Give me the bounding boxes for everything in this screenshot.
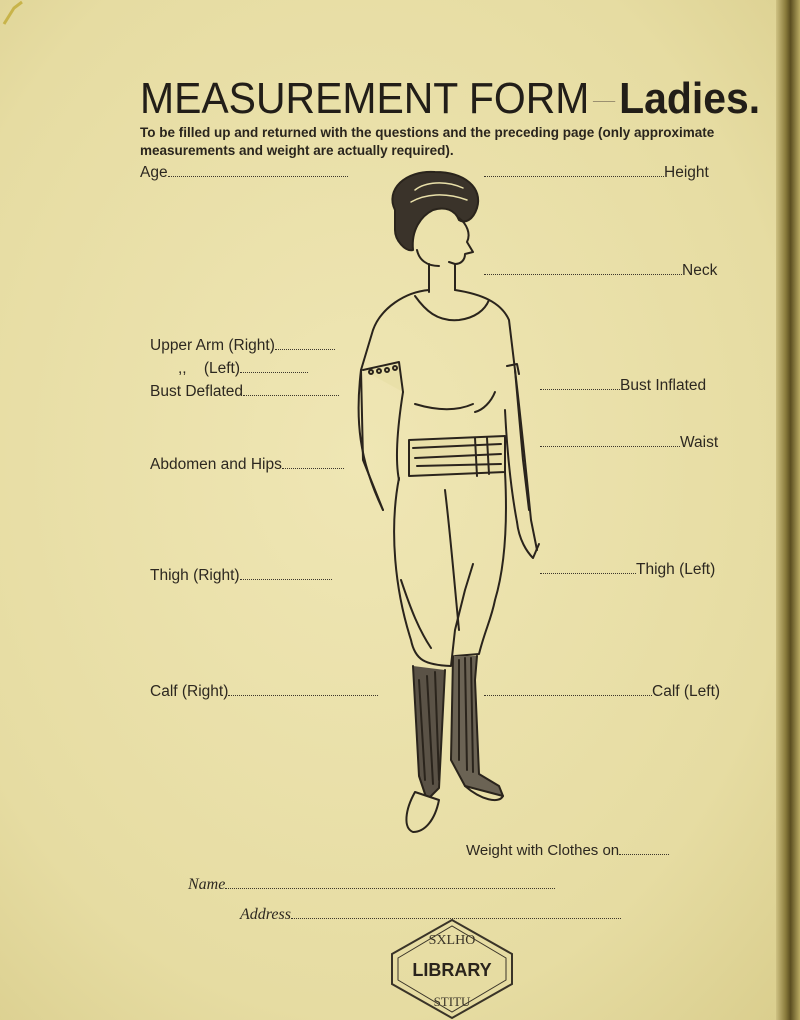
bust-deflated-label: Bust Deflated <box>150 383 244 400</box>
weight-dotted-line <box>619 842 669 855</box>
upper-arm-right-label: Upper Arm (Right) <box>150 337 275 354</box>
form-title-main: MEASUREMENT FORM <box>140 74 590 123</box>
form-instructions: To be filled up and returned with the questions and the preceding page (only approximate measurements and weight are actually required). <box>140 125 715 158</box>
thigh-right-label: Thigh (Right) <box>150 567 240 584</box>
abdomen-hips-field[interactable] <box>150 456 344 474</box>
thigh-left-label: Thigh (Left) <box>636 561 716 578</box>
waist-label: Waist <box>680 434 719 451</box>
library-stamp <box>384 914 520 1020</box>
bust-inflated-field[interactable] <box>540 377 706 395</box>
upper-arm-left-field[interactable] <box>178 360 308 378</box>
corner-mark <box>0 0 40 30</box>
upper-arm-right-field[interactable] <box>150 337 335 355</box>
thigh-right-dotted-line <box>240 567 332 580</box>
height-label: Height <box>664 164 709 181</box>
age-field[interactable] <box>140 164 348 182</box>
name-label: Name <box>188 876 226 893</box>
upper-arm-right-dotted-line <box>275 337 335 350</box>
age-label: Age <box>140 164 168 181</box>
calf-right-field[interactable] <box>150 683 378 701</box>
title-dash <box>593 101 615 102</box>
stamp-library-text: LIBRARY <box>412 960 492 980</box>
name-dotted-line <box>225 876 555 889</box>
stamp-bottom-text: STITU <box>433 994 471 1009</box>
waist-dotted-line <box>540 434 680 447</box>
calf-right-label: Calf (Right) <box>150 683 229 700</box>
abdomen-hips-label: Abdomen and Hips <box>150 456 282 473</box>
bust-deflated-dotted-line <box>243 383 339 396</box>
thigh-left-field[interactable] <box>540 561 715 579</box>
waist-field[interactable] <box>540 434 718 452</box>
form-title <box>140 74 761 124</box>
stamp-top-text: SXLHO <box>428 933 476 948</box>
female-figure-illustration <box>355 160 555 840</box>
upper-arm-left-dotted-line <box>240 360 308 373</box>
form-title-ladies: Ladies. <box>619 74 761 123</box>
neck-label: Neck <box>682 262 718 279</box>
weight-label: Weight with Clothes on <box>466 842 620 859</box>
thigh-right-field[interactable] <box>150 567 332 585</box>
weight-with-clothes-field[interactable] <box>466 842 669 859</box>
abdomen-hips-dotted-line <box>282 456 344 469</box>
bust-deflated-field[interactable] <box>150 383 339 401</box>
binding-edge <box>776 0 800 1020</box>
name-field[interactable] <box>188 876 555 894</box>
address-label: Address <box>240 906 291 923</box>
upper-arm-left-label: ,, (Left) <box>178 360 241 377</box>
calf-left-label: Calf (Left) <box>652 683 721 700</box>
age-dotted-line <box>168 164 348 177</box>
bust-inflated-label: Bust Inflated <box>620 377 707 394</box>
